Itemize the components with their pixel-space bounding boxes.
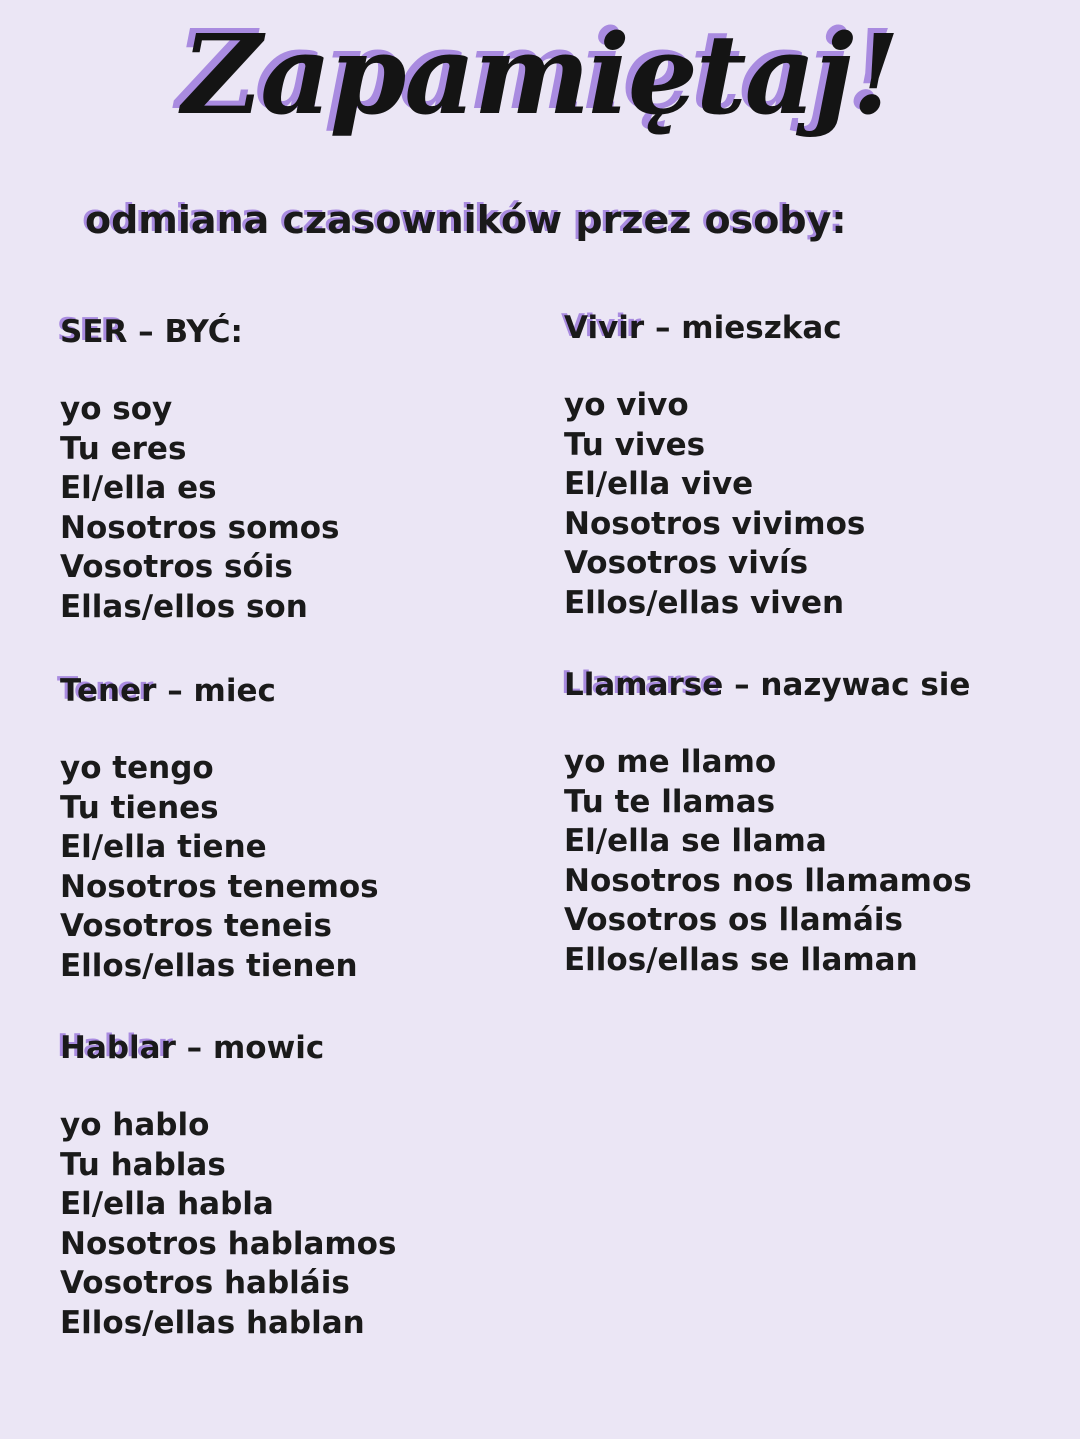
conjugation-form: Nosotros somos (60, 509, 340, 546)
conjugation-form: Vosotros vivís (564, 545, 809, 582)
section-subtitle: odmiana czasowników przez osoby: (85, 198, 847, 242)
verb-name: Hablar (60, 1030, 176, 1066)
conjugation-form: Nosotros hablamos (60, 1225, 397, 1262)
verb-name: Llamarse (564, 667, 724, 703)
conjugation-form: Nosotros vivimos (564, 505, 866, 542)
verb-name: Vivir (564, 310, 645, 346)
conjugation-list (60, 1106, 560, 1344)
conjugation-form: El/ella habla (60, 1186, 274, 1223)
conjugation-form: El/ella tiene (60, 829, 267, 866)
conjugation-list (60, 749, 560, 987)
conjugation-form: yo vivo (564, 387, 689, 423)
verb-translation: mowic (212, 1030, 325, 1066)
conjugation-form: Vosotros habláis (60, 1265, 350, 1302)
conjugation-form: Vosotros sóis (60, 549, 293, 586)
verb-header (60, 671, 560, 711)
verb-block-vivir (564, 308, 1064, 624)
conjugation-form: Ellos/ellas viven (564, 584, 845, 621)
verb-header (60, 312, 560, 352)
conjugation-form: yo tengo (60, 750, 214, 786)
verb-translation: BYĆ: (164, 314, 243, 350)
conjugation-list (60, 390, 560, 628)
verb-translation: mieszkac (681, 310, 842, 346)
conjugation-form: Tu te llamas (564, 783, 776, 820)
verb-block-llamarse (564, 665, 1064, 981)
page-title: Zapamiętaj! (181, 10, 899, 139)
conjugation-form: Tu vives (564, 426, 706, 463)
verb-name: SER (60, 314, 128, 350)
conjugation-form: Ellos/ellas se llaman (564, 941, 918, 978)
conjugation-form: El/ella vive (564, 466, 754, 503)
verb-block-hablar (60, 1028, 560, 1344)
verb-block-ser (60, 312, 560, 628)
verb-block-tener (60, 671, 560, 987)
conjugation-form: Nosotros nos llamamos (564, 862, 972, 899)
conjugation-form: Tu eres (60, 430, 187, 467)
verb-separator: – (127, 314, 165, 350)
verb-separator: – (156, 673, 194, 709)
conjugation-form: yo soy (60, 391, 173, 427)
conjugation-list (564, 743, 1064, 981)
verb-separator: – (644, 310, 682, 346)
verb-header (564, 665, 1064, 705)
conjugation-list (564, 386, 1064, 624)
conjugation-form: Vosotros teneis (60, 908, 333, 945)
conjugation-form: El/ella se llama (564, 823, 827, 860)
conjugation-form: Vosotros os llamáis (564, 902, 904, 939)
verb-translation: nazywac sie (760, 667, 971, 703)
conjugation-form: Nosotros tenemos (60, 868, 379, 905)
verb-separator: – (175, 1030, 213, 1066)
verb-translation: miec (193, 673, 276, 709)
verb-header (564, 308, 1064, 348)
conjugation-form: yo hablo (60, 1107, 210, 1143)
verb-header (60, 1028, 560, 1068)
conjugation-form: Ellos/ellas tienen (60, 947, 358, 984)
conjugation-form: El/ella es (60, 470, 217, 507)
conjugation-form: Tu tienes (60, 789, 219, 826)
conjugation-form: Tu hablas (60, 1146, 226, 1183)
conjugation-form: Ellas/ellos son (60, 588, 308, 625)
verb-name: Tener (60, 673, 157, 709)
conjugation-form: yo me llamo (564, 744, 777, 780)
verb-separator: – (723, 667, 761, 703)
conjugation-form: Ellos/ellas hablan (60, 1304, 365, 1341)
